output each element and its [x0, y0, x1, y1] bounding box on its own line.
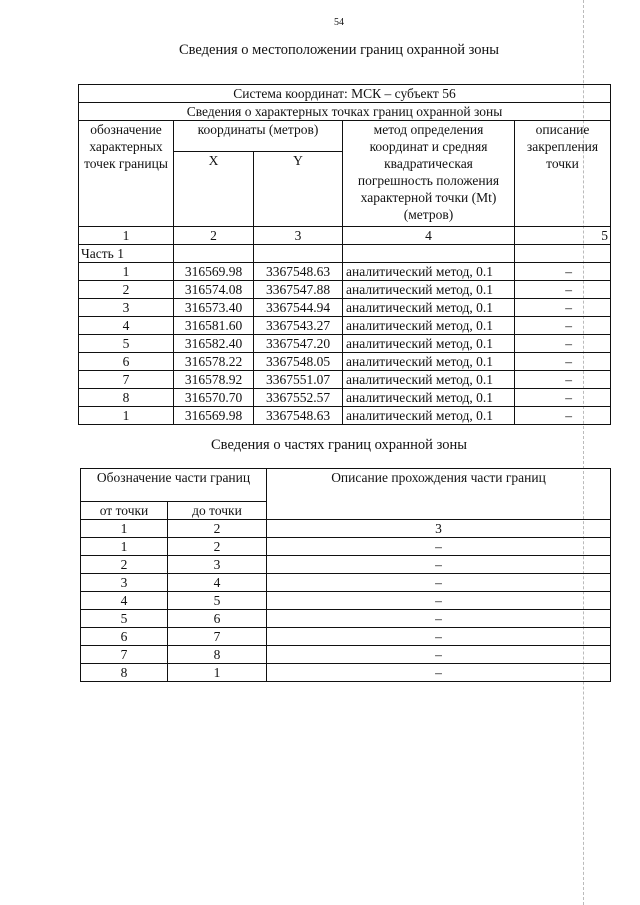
point-cell: 5	[79, 335, 174, 353]
to-cell: 7	[168, 628, 267, 646]
from-cell: 5	[81, 610, 168, 628]
table-row	[81, 646, 611, 664]
desc-cell: –	[515, 281, 611, 299]
col-method-header: метод определения координат и средняя квадратическая погрешность положения характерной точки (Mt) (метров)	[343, 121, 515, 227]
col-point-header: обозначение характерных точек границы	[79, 121, 174, 227]
method-cell: аналитический метод, 0.1	[343, 299, 515, 317]
coord-system: Система координат: МСК – субъект 56	[79, 85, 611, 103]
section1-title: Сведения о местоположении границ охранной зоны	[178, 42, 499, 58]
table-row	[79, 335, 611, 353]
header-row	[81, 469, 611, 502]
point-cell: 7	[79, 371, 174, 389]
to-cell: 4	[168, 574, 267, 592]
from-cell: 4	[81, 592, 168, 610]
point-cell: 2	[79, 281, 174, 299]
to-cell: 3	[168, 556, 267, 574]
table-row	[79, 281, 611, 299]
desc-cell: –	[515, 389, 611, 407]
col-to-header: до точки	[168, 502, 267, 520]
y-cell: 3367552.57	[254, 389, 343, 407]
point-cell: 1	[79, 407, 174, 425]
table-row	[81, 664, 611, 682]
table-row	[81, 556, 611, 574]
from-cell: 2	[81, 556, 168, 574]
method-cell: аналитический метод, 0.1	[343, 263, 515, 281]
from-cell: 6	[81, 628, 168, 646]
method-cell: аналитический метод, 0.1	[343, 317, 515, 335]
table-row	[79, 389, 611, 407]
to-cell: 5	[168, 592, 267, 610]
col-desc-header: описание закрепления точки	[515, 121, 611, 227]
y-cell: 3367543.27	[254, 317, 343, 335]
y-cell: 3367547.20	[254, 335, 343, 353]
point-cell: 6	[79, 353, 174, 371]
column-number: 5	[515, 227, 611, 245]
y-cell: 3367548.63	[254, 263, 343, 281]
part-desc-cell: –	[267, 574, 611, 592]
column-number-row	[79, 227, 611, 245]
method-cell: аналитический метод, 0.1	[343, 335, 515, 353]
point-cell: 1	[79, 263, 174, 281]
table-row	[79, 317, 611, 335]
boundary-parts-body	[81, 538, 611, 682]
part-desc-cell: –	[267, 556, 611, 574]
part-desc-cell: –	[267, 646, 611, 664]
boundary-points-table	[78, 84, 611, 425]
table-row	[81, 628, 611, 646]
col-from-header: от точки	[81, 502, 168, 520]
to-cell: 6	[168, 610, 267, 628]
part-row	[79, 245, 611, 263]
x-cell: 316578.22	[174, 353, 254, 371]
boundary-points-body	[79, 263, 611, 425]
y-cell: 3367548.05	[254, 353, 343, 371]
table-row	[79, 371, 611, 389]
x-cell: 316569.98	[174, 407, 254, 425]
x-cell: 316569.98	[174, 263, 254, 281]
x-cell: 316581.60	[174, 317, 254, 335]
table-row	[81, 538, 611, 556]
from-cell: 1	[81, 538, 168, 556]
column-number: 3	[267, 520, 611, 538]
col-part-desc-header: Описание прохождения части границ	[267, 469, 611, 520]
coord-system-row	[79, 85, 611, 103]
part-desc-cell: –	[267, 592, 611, 610]
y-cell: 3367547.88	[254, 281, 343, 299]
y-cell: 3367548.63	[254, 407, 343, 425]
point-cell: 3	[79, 299, 174, 317]
table-row	[79, 353, 611, 371]
to-cell: 2	[168, 538, 267, 556]
x-cell: 316582.40	[174, 335, 254, 353]
y-cell: 3367551.07	[254, 371, 343, 389]
desc-cell: –	[515, 299, 611, 317]
desc-cell: –	[515, 353, 611, 371]
x-cell: 316570.70	[174, 389, 254, 407]
part-label: Часть 1	[79, 245, 174, 263]
table-row	[79, 407, 611, 425]
column-number: 3	[254, 227, 343, 245]
table-row	[79, 263, 611, 281]
col-part-header: Обозначение части границ	[81, 469, 267, 502]
table1-subtitle: Сведения о характерных точках границ охранной зоны	[79, 103, 611, 121]
x-cell: 316574.08	[174, 281, 254, 299]
desc-cell: –	[515, 371, 611, 389]
section2-title: Сведения о частях границ охранной зоны	[211, 437, 467, 453]
table-row	[81, 610, 611, 628]
point-cell: 8	[79, 389, 174, 407]
method-cell: аналитический метод, 0.1	[343, 281, 515, 299]
table-row	[81, 574, 611, 592]
method-cell: аналитический метод, 0.1	[343, 371, 515, 389]
page-number: 54	[334, 17, 344, 28]
from-cell: 7	[81, 646, 168, 664]
method-cell: аналитический метод, 0.1	[343, 407, 515, 425]
column-number: 2	[168, 520, 267, 538]
part-desc-cell: –	[267, 628, 611, 646]
column-number: 1	[79, 227, 174, 245]
x-cell: 316578.92	[174, 371, 254, 389]
column-number: 4	[343, 227, 515, 245]
col-x-header: X	[174, 152, 254, 227]
part-desc-cell: –	[267, 610, 611, 628]
desc-cell: –	[515, 407, 611, 425]
method-cell: аналитический метод, 0.1	[343, 353, 515, 371]
col-coords-header: координаты (метров)	[174, 121, 343, 152]
from-cell: 3	[81, 574, 168, 592]
from-cell: 8	[81, 664, 168, 682]
table-row	[79, 299, 611, 317]
subtitle-row	[79, 103, 611, 121]
desc-cell: –	[515, 335, 611, 353]
column-number: 1	[81, 520, 168, 538]
desc-cell: –	[515, 263, 611, 281]
x-cell: 316573.40	[174, 299, 254, 317]
y-cell: 3367544.94	[254, 299, 343, 317]
part-desc-cell: –	[267, 538, 611, 556]
column-number-row	[81, 520, 611, 538]
method-cell: аналитический метод, 0.1	[343, 389, 515, 407]
desc-cell: –	[515, 317, 611, 335]
col-y-header: Y	[254, 152, 343, 227]
part-desc-cell: –	[267, 664, 611, 682]
table-row	[81, 592, 611, 610]
boundary-parts-table	[80, 468, 611, 682]
header-row	[79, 121, 611, 152]
to-cell: 1	[168, 664, 267, 682]
column-number: 2	[174, 227, 254, 245]
to-cell: 8	[168, 646, 267, 664]
point-cell: 4	[79, 317, 174, 335]
